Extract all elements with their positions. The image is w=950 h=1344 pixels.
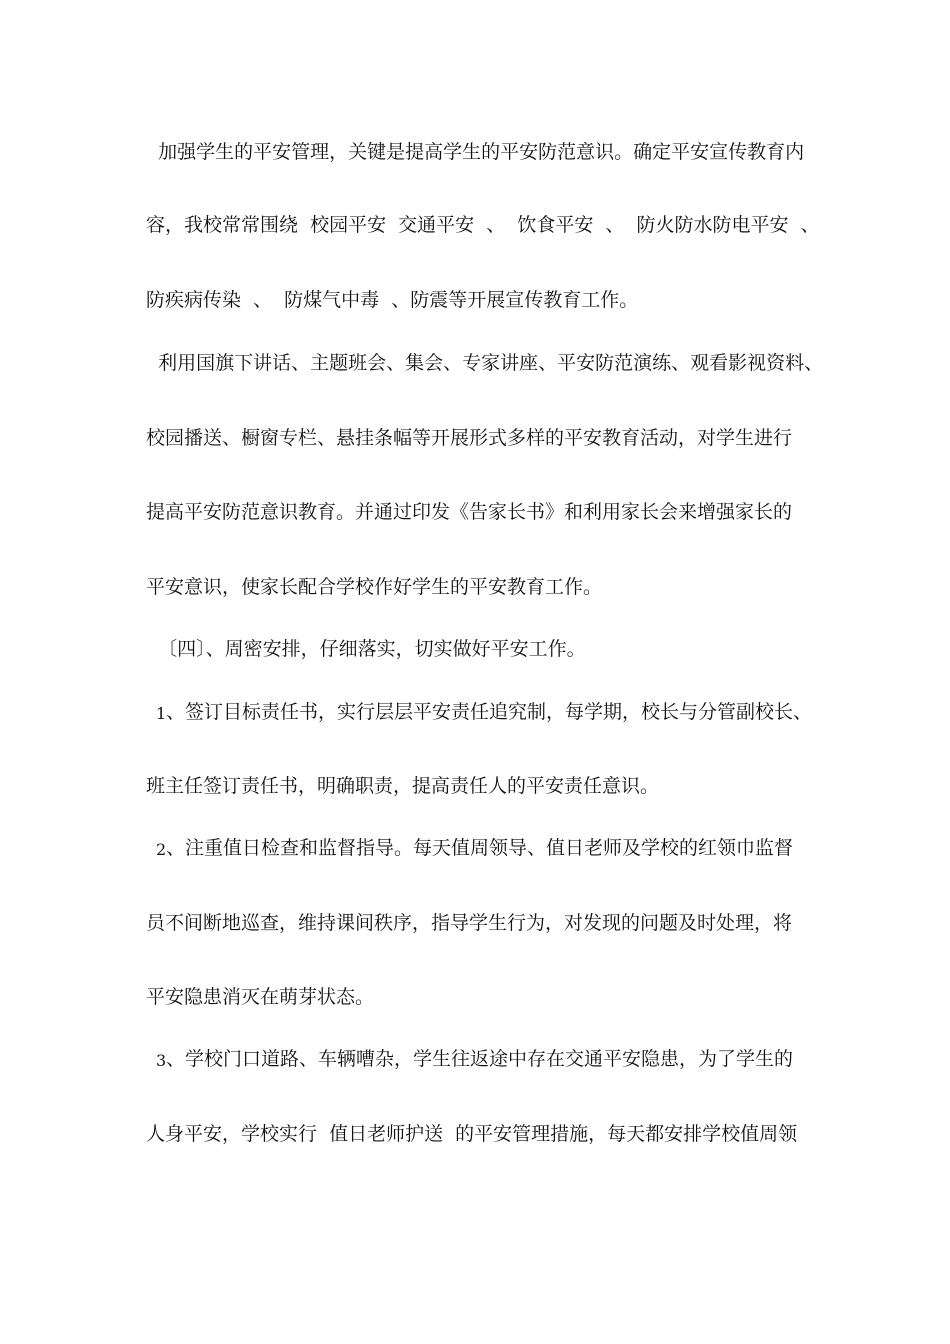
item-number: 1 [156,704,167,723]
paragraph-line: 容，我校常常围绕 校园平安 交通平安 、 饮食平安 、 防火防水防电平安 、 [146,214,820,236]
paragraph-line: 班主任签订责任书，明确职责，提高责任人的平安责任意识。 [146,775,660,797]
paragraph-line: 防疾病传染 、 防煤气中毒 、防震等开展宣传教育工作。 [146,289,639,311]
section-heading: 〔四〕、周密安排，仔细落实，切实做好平安工作。 [146,638,586,660]
item-number: 2 [156,840,167,859]
item-number: 3 [156,1051,167,1070]
paragraph-line: 平安隐患消灭在萌芽状态。 [146,986,375,1008]
paragraph-line: 人身平安，学校实行 值日老师护送 的平安管理措施，每天都安排学校值周领 [146,1123,798,1145]
paragraph-line: 、签订目标责任书，实行层层平安责任追究制，每学期，校长与分管副校长、 [166,701,813,723]
paragraph-line: 利用国旗下讲话、主题班会、集会、专家讲座、平安防范演练、观看影视资料、 [146,352,824,374]
paragraph-line: 员不间断地巡查，维持课间秩序，指导学生行为，对发现的问题及时处理，将 [146,912,793,934]
paragraph-line: 提高平安防范意识教育。并通过印发《告家长书》和利用家长会来增强家长的 [146,501,793,523]
paragraph-line: 平安意识，使家长配合学校作好学生的平安教育工作。 [146,576,603,598]
paragraph-line: 、学校门口道路、车辆嘈杂，学生往返途中存在交通平安隐患，为了学生的 [166,1048,794,1070]
paragraph-line: 、注重值日检查和监督指导。每天值周领导、值日老师及学校的红领巾监督 [166,837,794,859]
paragraph-line: 加强学生的平安管理，关键是提高学生的平安防范意识。确定平安宣传教育内 [146,141,805,163]
paragraph-line: 校园播送、橱窗专栏、悬挂条幅等开展形式多样的平安教育活动，对学生进行 [146,427,793,449]
